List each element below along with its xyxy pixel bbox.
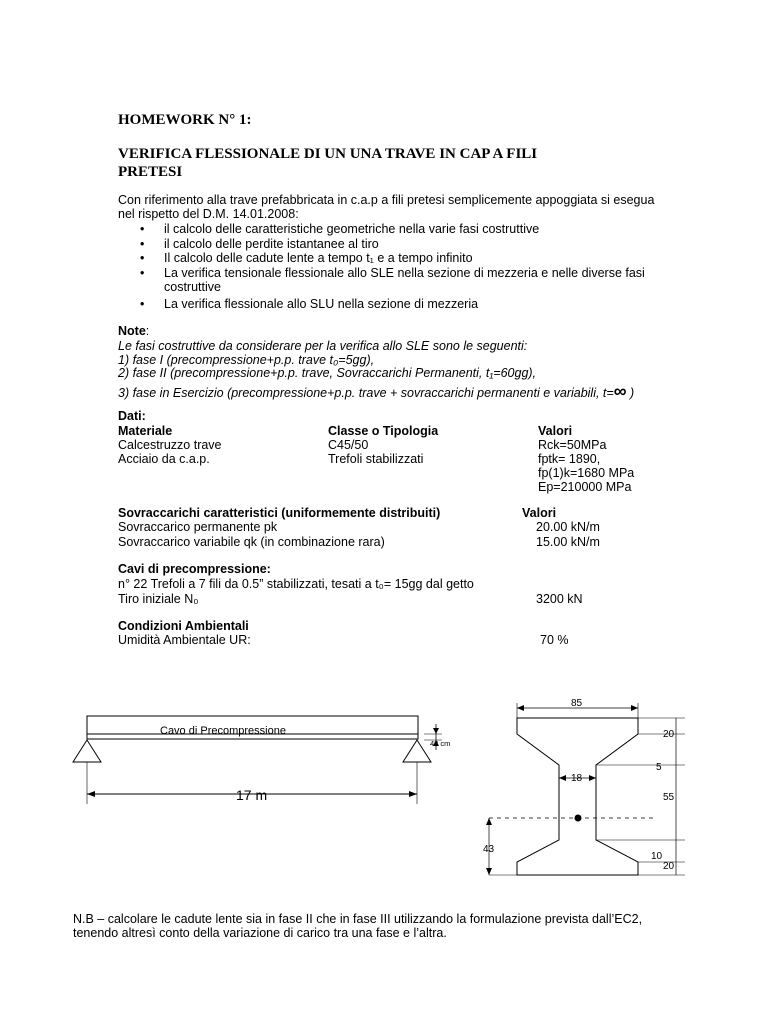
value-cell: fp(1)k=1680 MPa xyxy=(538,466,635,480)
ambientali-heading: Condizioni Ambientali xyxy=(118,619,249,633)
infinity-symbol: ∞ xyxy=(613,381,627,401)
col-header-values: Valori xyxy=(538,424,573,438)
cavi-description: n° 22 Trefoli a 7 fili da 0.5” stabilizzati, tesati a t₀= 15gg dal getto xyxy=(118,577,474,591)
col-header-material: Materiale xyxy=(118,424,173,438)
task-list xyxy=(118,222,658,311)
phase-1: 1) fase I (precompressione+p.p. trave t₀=5gg), xyxy=(118,353,375,367)
i-beam-section xyxy=(517,718,638,875)
value-cell: fptk= 1890, xyxy=(538,452,601,466)
load-label: Sovraccarico variabile qk (in combinazione rara) xyxy=(118,535,385,549)
cable-label: Cavo di Precompressione xyxy=(160,725,286,737)
section-diagram xyxy=(480,692,710,892)
top-flange-label: 20 xyxy=(663,729,675,740)
tiro-label: Tiro iniziale N₀ xyxy=(118,592,199,606)
subtitle-line-1: VERIFICA FLESSIONALE DI UN UNA TRAVE IN CAP A FILI xyxy=(118,146,538,162)
top-width-label: 85 xyxy=(571,698,583,709)
web-height-label: 55 xyxy=(663,792,675,803)
load-value: 15.00 kN/m xyxy=(536,535,600,549)
haunch-label: 5 xyxy=(656,762,662,773)
bottom-flange-label: 20 xyxy=(663,861,675,872)
type-cell: C45/50 xyxy=(328,438,369,452)
list-item: • il calcolo delle caratteristiche geometriche nella varie fasi costruttive xyxy=(118,222,658,237)
value-cell: Rck=50MPa xyxy=(538,438,607,452)
phase-2: 2) fase II (precompressione+p.p. trave, Sovraccarichi Permanenti, t₁=60gg), xyxy=(118,366,537,380)
homework-title: HOMEWORK N° 1: xyxy=(118,112,252,128)
tiro-value: 3200 kN xyxy=(536,592,583,606)
beam-diagram xyxy=(60,700,480,815)
list-item: • Il calcolo delle cadute lente a tempo t₁ e a tempo infinito xyxy=(118,251,658,266)
list-item: • il calcolo delle perdite istantanee al tiro xyxy=(118,237,658,252)
value-cell: Ep=210000 MPa xyxy=(538,480,632,494)
subtitle-line-2: PRETESI xyxy=(118,164,183,180)
cable-centroid xyxy=(575,815,582,822)
load-value: 20.00 kN/m xyxy=(536,520,600,534)
phase-3: 3) fase in Esercizio (precompressione+p.p. trave + sovraccarichi permanenti e variabili, t=∞ ) xyxy=(118,381,635,401)
sovraccarichi-values-header: Valori xyxy=(522,506,557,520)
right-support xyxy=(403,740,431,762)
humidity-label: Umidità Ambientale UR: xyxy=(118,633,251,647)
intro-line-1: Con riferimento alla trave prefabbricata in c.a.p a fili pretesi semplicemente appoggiata si esegua xyxy=(118,193,655,207)
list-item: • La verifica flessionale allo SLU nella sezione di mezzeria xyxy=(118,297,658,312)
note-heading: Note: xyxy=(118,324,150,338)
dati-heading: Dati: xyxy=(118,409,146,423)
span-label: 17 m xyxy=(236,787,268,803)
material-cell: Calcestruzzo trave xyxy=(118,438,222,452)
intro-line-2: nel rispetto del D.M. 14.01.2008: xyxy=(118,207,299,221)
col-header-type: Classe o Tipologia xyxy=(328,424,439,438)
sovraccarichi-heading: Sovraccarichi caratteristici (uniformemente distribuiti) xyxy=(118,506,441,520)
web-width-label: 18 xyxy=(571,773,583,784)
cable-height-label: 43 xyxy=(483,844,495,855)
bottom-haunch-label: 10 xyxy=(651,851,663,862)
cavi-heading: Cavi di precompressione: xyxy=(118,562,271,576)
footer-note-line-2: tenendo altresì conto della variazione di carico tra una fase e l’altra. xyxy=(73,926,447,940)
type-cell: Trefoli stabilizzati xyxy=(328,452,424,466)
left-support xyxy=(73,740,101,762)
cable-offset-label: 43 cm xyxy=(430,739,451,748)
humidity-value: 70 % xyxy=(540,633,569,647)
note-intro: Le fasi costruttive da considerare per la verifica allo SLE sono le seguenti: xyxy=(118,339,528,353)
material-cell: Acciaio da c.a.p. xyxy=(118,452,210,466)
footer-note-line-1: N.B – calcolare le cadute lente sia in fase II che in fase III utilizzando la formulazione prevista dall’EC2, xyxy=(73,912,643,926)
list-item: • La verifica tensionale flessionale allo SLE nella sezione di mezzeria e nelle diverse fasi costruttive xyxy=(118,266,658,295)
load-label: Sovraccarico permanente pk xyxy=(118,520,278,534)
